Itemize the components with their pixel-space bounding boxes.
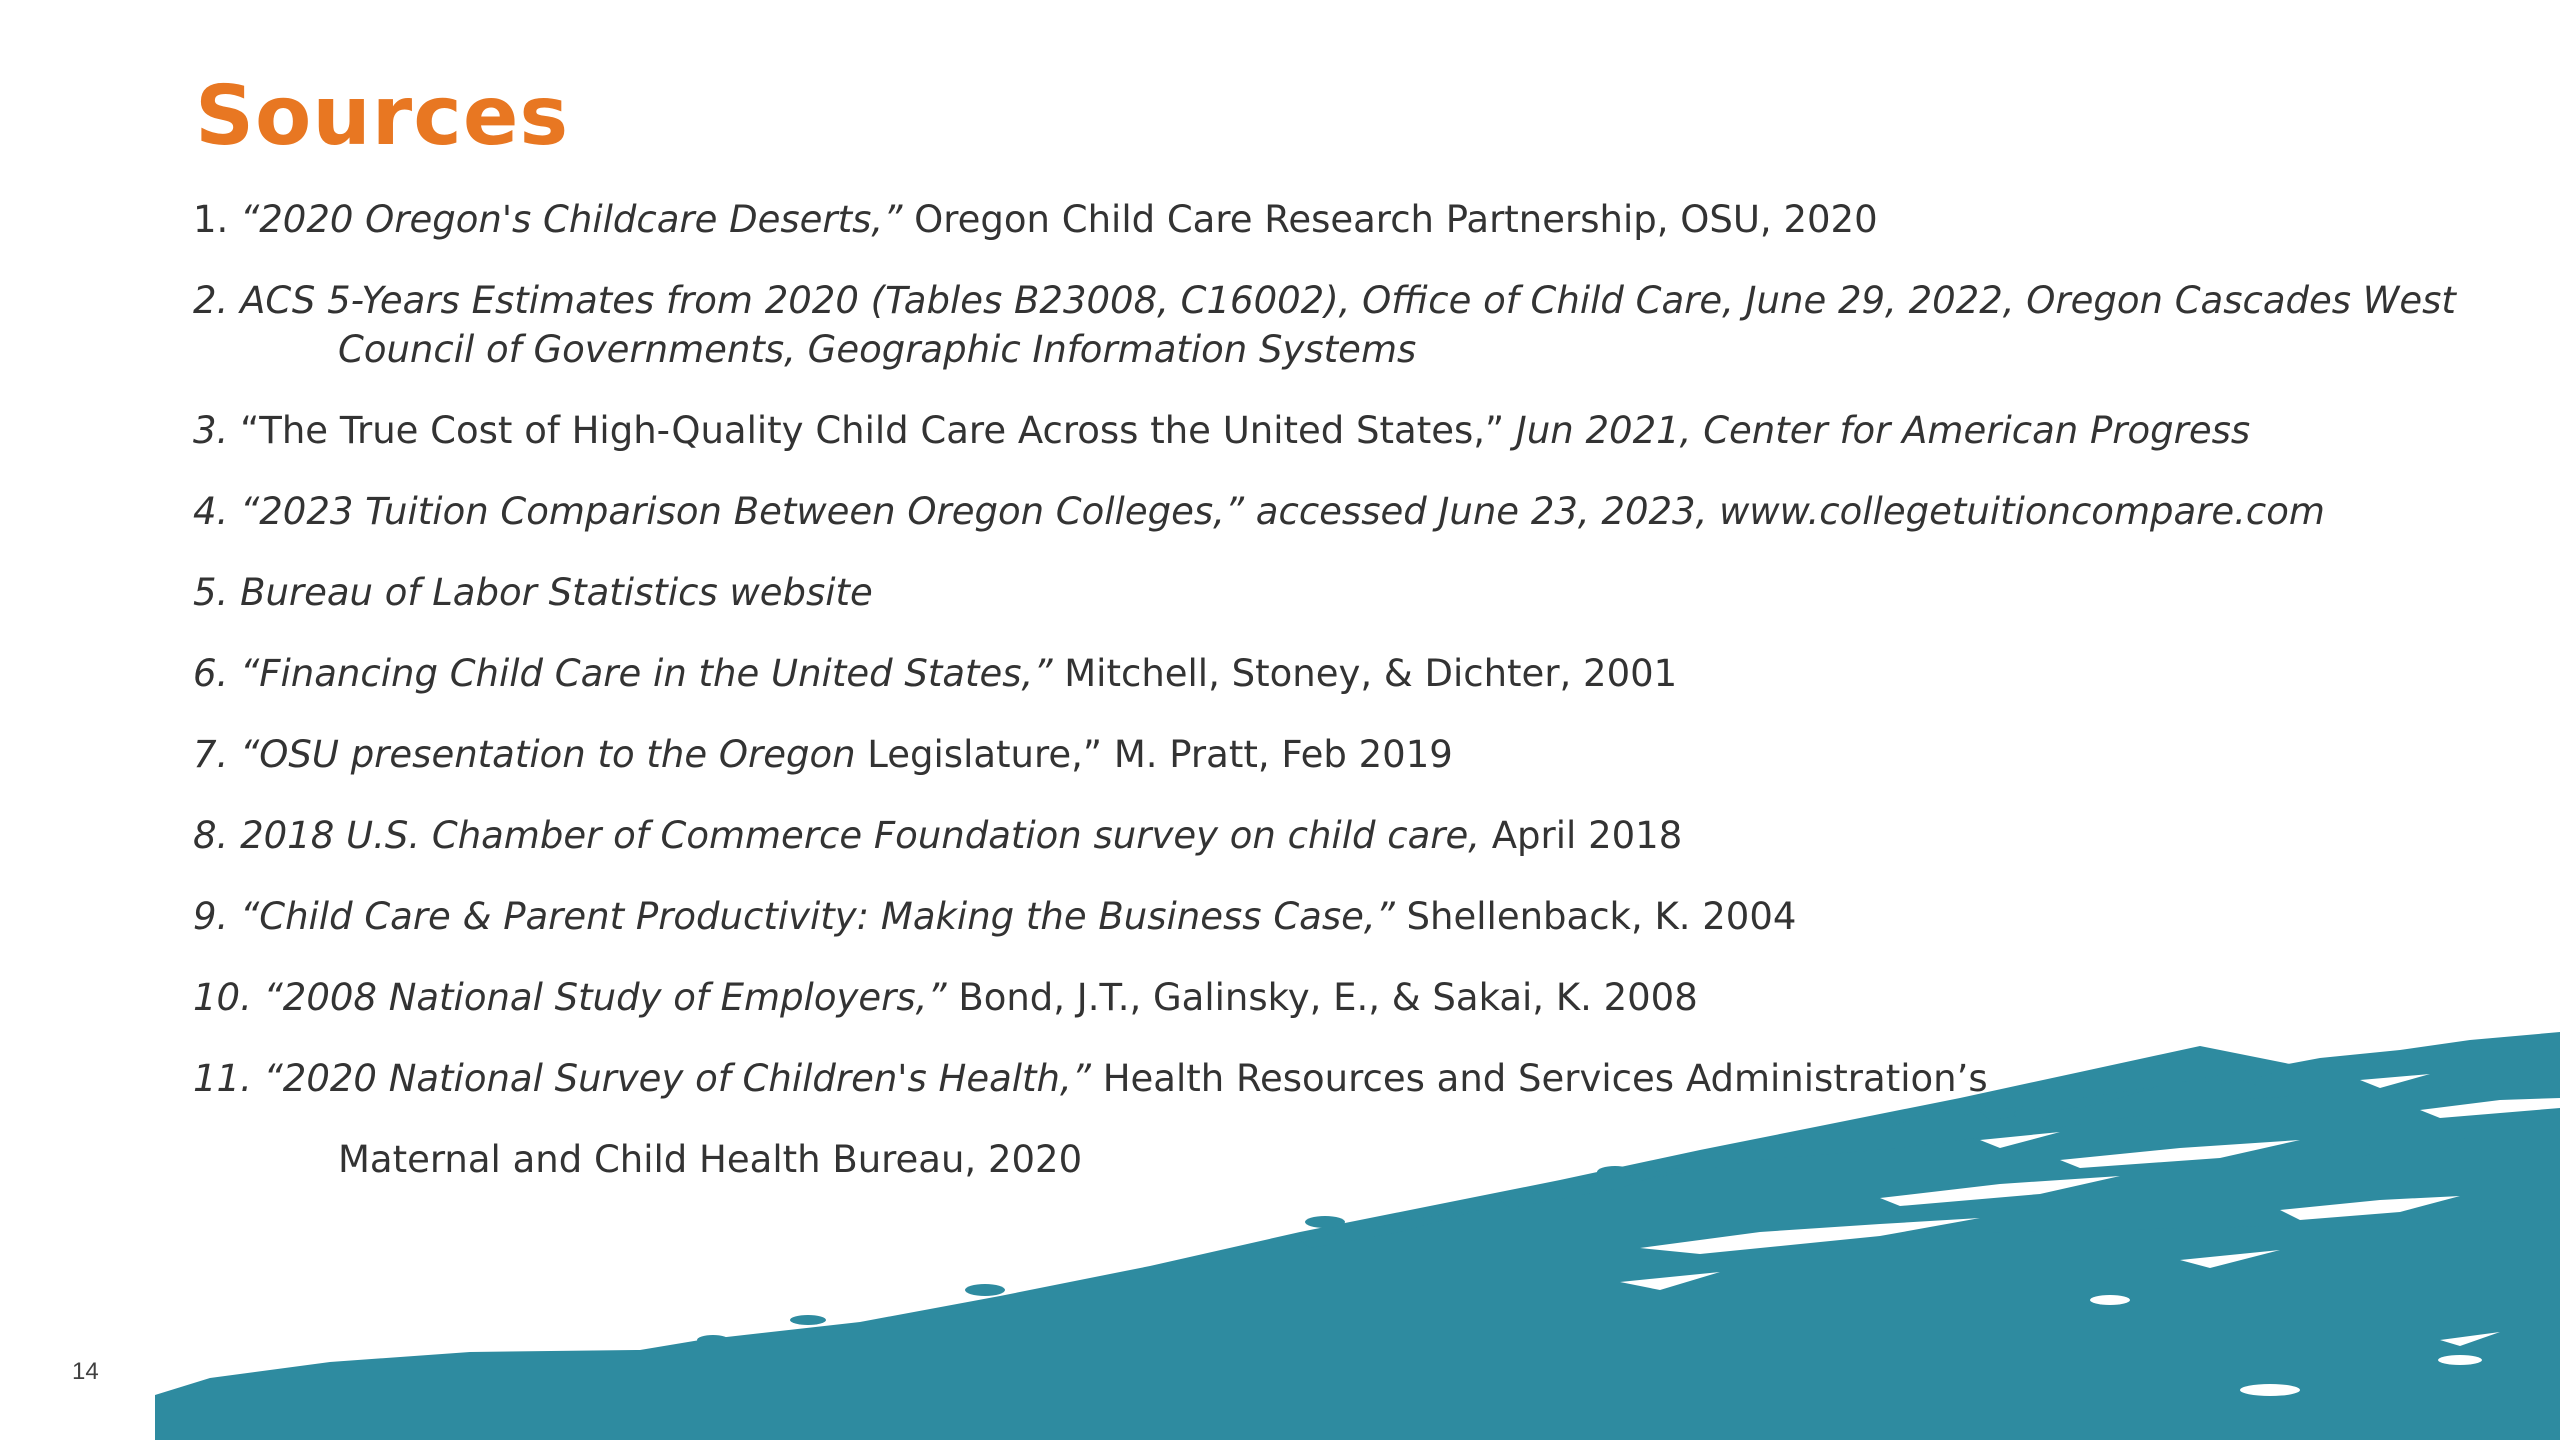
source-title: ACS 5-Years Estimates from 2020 (Tables B23008, C16002), Office of Child Care, June 29, 2022, Oregon Cascades West: [240, 279, 2456, 322]
source-number: 6.: [193, 652, 229, 695]
source-number: 8.: [193, 814, 229, 857]
source-item-10: [193, 973, 2413, 1022]
source-number: 1.: [193, 198, 229, 241]
source-item-9: [193, 892, 2413, 941]
source-item-1: [193, 195, 2413, 244]
source-number: 7.: [193, 733, 229, 776]
sources-list: [193, 195, 2456, 1216]
source-item-7: [193, 730, 2413, 779]
source-detail: Mitchell, Stoney, & Dichter, 2001: [1052, 652, 1678, 695]
source-detail: Shellenback, K. 2004: [1394, 895, 1797, 938]
source-title: Bureau of Labor Statistics website: [240, 571, 873, 614]
source-number: 2.: [193, 279, 229, 322]
source-detail: Health Resources and Services Administration’s: [1090, 1057, 1988, 1100]
source-title: “Financing Child Care in the United States,”: [240, 652, 1053, 695]
source-title: “2023 Tuition Comparison Between Oregon Colleges,” accessed June 23, 2023, www.collegetuitioncompare.com: [240, 490, 2325, 533]
source-number: 5.: [193, 571, 229, 614]
source-number: 9.: [193, 895, 229, 938]
source-continuation: Council of Governments, Geographic Information Systems: [338, 328, 1417, 371]
source-title: “2020 National Survey of Children's Health,”: [263, 1057, 1091, 1100]
source-quote-mark: “: [240, 198, 260, 241]
page-title: Sources: [195, 69, 570, 164]
source-detail: Jun 2021, Center for American Progress: [1504, 409, 2251, 452]
source-title: 2020 Oregon's Childcare Deserts,”: [259, 198, 903, 241]
source-number: 11.: [193, 1057, 252, 1100]
source-item-6: [193, 649, 2413, 698]
source-item-8: [193, 811, 2413, 860]
source-title: “The True Cost of High-Quality Child Care Across the United States,”: [240, 409, 1505, 452]
source-item-3: [193, 406, 2413, 455]
source-item-11: [193, 1054, 2413, 1184]
page-number: 14: [72, 1358, 99, 1385]
source-item-4: [193, 487, 2413, 536]
source-continuation: Maternal and Child Health Bureau, 2020: [338, 1138, 1083, 1181]
source-item-5: [193, 568, 2413, 617]
source-title: “2008 National Study of Employers,”: [263, 976, 947, 1019]
source-detail: Legislature,” M. Pratt, Feb 2019: [855, 733, 1453, 776]
source-detail: Bond, J.T., Galinsky, E., & Sakai, K. 2008: [946, 976, 1698, 1019]
source-detail: Oregon Child Care Research Partnership, OSU, 2020: [902, 198, 1878, 241]
source-detail: April 2018: [1479, 814, 1683, 857]
source-title: “OSU presentation to the Oregon: [240, 733, 856, 776]
source-number: 4.: [193, 490, 229, 533]
source-title: “Child Care & Parent Productivity: Making the Business Case,”: [240, 895, 1395, 938]
source-item-2: [193, 276, 2456, 374]
source-number: 3.: [193, 409, 229, 452]
source-title: 2018 U.S. Chamber of Commerce Foundation survey on child care,: [240, 814, 1480, 857]
source-number: 10.: [193, 976, 252, 1019]
